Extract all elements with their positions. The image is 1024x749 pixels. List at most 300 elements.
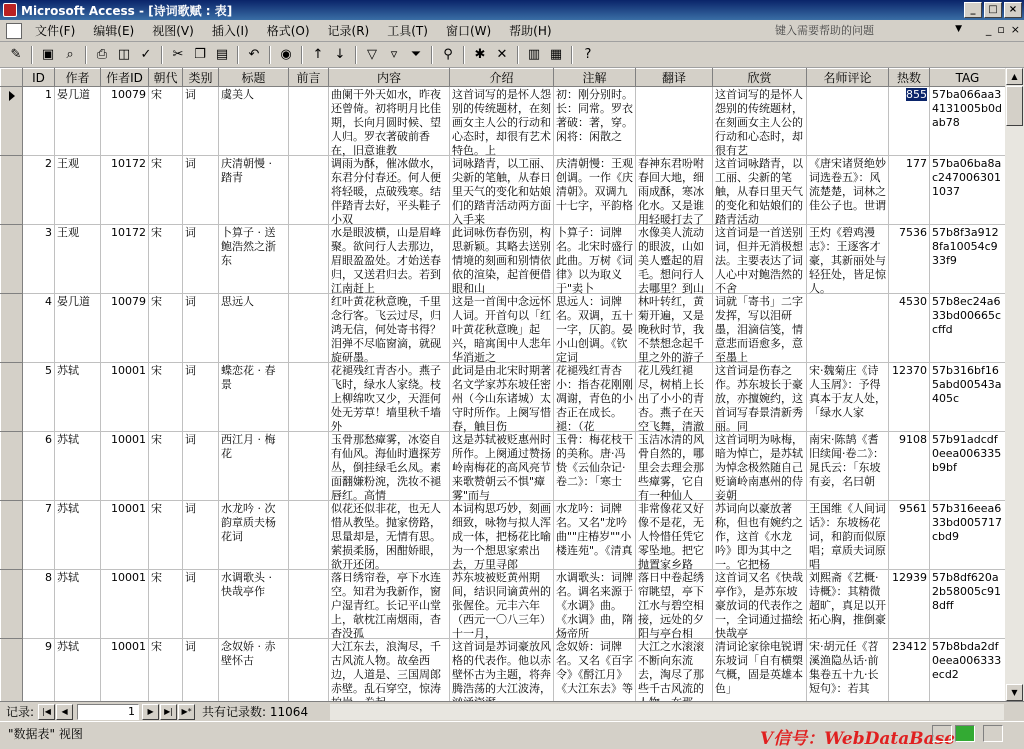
cell-appreciation-text: 清词论家徐电锐谓东坡词「自有横槊气概，固是英雄本色」 — [715, 640, 803, 695]
datasheet-grid — [0, 68, 1005, 701]
column-header[interactable]: 热数 — [889, 69, 930, 87]
column-header[interactable]: 欣赏 — [713, 69, 807, 87]
cell-notes[interactable] — [554, 294, 636, 363]
record-selector[interactable] — [1, 570, 23, 639]
cell-translation-text: 落日中卷起绣帘眺望，亭下江水与碧空相接，远处的夕阳与亭台相 — [638, 571, 704, 640]
table-icon[interactable] — [6, 23, 22, 39]
cell-translation-text — [638, 88, 710, 154]
column-header[interactable]: 作者ID — [101, 69, 149, 87]
paste-icon[interactable]: ▤ — [215, 47, 229, 62]
cell-content[interactable] — [329, 87, 450, 156]
cell-category[interactable] — [183, 363, 219, 432]
cell-intro[interactable] — [450, 294, 554, 363]
record-count: 共有记录数: 11064 — [202, 705, 309, 719]
cell-category[interactable] — [183, 432, 219, 501]
hyperlink-icon[interactable]: ◉ — [280, 47, 292, 62]
cell-tag[interactable] — [930, 501, 1006, 570]
cell-category[interactable] — [183, 225, 219, 294]
new-record-nav-button[interactable]: ▶* — [178, 704, 195, 720]
first-record-button[interactable]: |◀ — [38, 704, 55, 720]
cell-id-text: 9 — [45, 640, 52, 653]
cell-comment-text: 宋·胡元任《苕溪渔隐丛话·前集卷五十九·长短句》：若其 — [809, 640, 879, 695]
find-icon[interactable]: ⚲ — [443, 47, 453, 62]
record-selector[interactable] — [1, 87, 23, 156]
cell-notes[interactable] — [554, 363, 636, 432]
cell-hot[interactable] — [889, 156, 930, 225]
table-row[interactable] — [1, 225, 1006, 294]
column-header[interactable]: TAG — [930, 69, 1006, 87]
table-row[interactable] — [1, 363, 1006, 432]
cell-tag[interactable] — [930, 225, 1006, 294]
column-header[interactable]: 注解 — [554, 69, 636, 87]
cell-appreciation[interactable] — [713, 501, 807, 570]
filter-selection-icon[interactable]: ▽ — [367, 47, 377, 62]
table-row[interactable] — [1, 570, 1006, 639]
cell-preface[interactable] — [289, 570, 329, 639]
cell-translation[interactable] — [636, 363, 713, 432]
sort-desc-icon[interactable]: ↓ — [334, 47, 346, 62]
cell-id[interactable] — [23, 294, 55, 363]
record-selector[interactable] — [1, 156, 23, 225]
record-selector[interactable] — [1, 432, 23, 501]
current-record-input[interactable]: 1 — [77, 704, 139, 720]
cell-appreciation-text: 这首词是伤春之作。苏东坡长于豪放，亦擅婉约，这首词写春景清新秀丽。同 — [715, 364, 803, 433]
apply-filter-icon[interactable]: ⏷ — [410, 47, 422, 62]
table-row[interactable] — [1, 156, 1006, 225]
cell-intro-text: 此词咏伤春伤别，构思新颖。其略去送别情境的刻画和别情依依的渲染，起首便借眼和山 — [452, 226, 551, 295]
cell-author-id-text: 10001 — [111, 364, 146, 377]
current-record-pointer-icon — [9, 91, 15, 101]
cell-title-text: 思远人 — [221, 295, 254, 308]
cell-notes-text: 思远人：词牌名。双调，五十一字，仄韵。晏小山创调。《钦定词 — [556, 295, 633, 364]
cell-tag-text: 57b91adcdf0eea006335b9bf — [932, 433, 1002, 474]
cell-preface[interactable] — [289, 87, 329, 156]
cell-content[interactable] — [329, 294, 450, 363]
cell-category[interactable] — [183, 87, 219, 156]
cell-category-text: 词 — [185, 157, 196, 170]
last-record-button[interactable]: ▶| — [160, 704, 177, 720]
cell-notes[interactable] — [554, 156, 636, 225]
cell-appreciation[interactable] — [713, 87, 807, 156]
cell-preface-text — [291, 571, 326, 637]
next-record-button[interactable]: ▶ — [142, 704, 159, 720]
cell-notes[interactable] — [554, 501, 636, 570]
copy-icon[interactable]: ❐ — [194, 47, 206, 62]
cell-dynasty-text: 宋 — [151, 571, 162, 584]
scroll-up-button[interactable]: ▲ — [1006, 68, 1023, 85]
cell-dynasty-text: 宋 — [151, 157, 162, 170]
cell-title-text: 水龙吟 · 次韵章质夫杨花词 — [221, 502, 276, 543]
column-header[interactable]: ID — [23, 69, 55, 87]
table-row[interactable] — [1, 501, 1006, 570]
sort-asc-icon[interactable]: ↑ — [312, 47, 324, 62]
table-row[interactable] — [1, 87, 1006, 156]
vertical-scrollbar[interactable] — [1005, 68, 1024, 701]
cell-category-text: 词 — [185, 226, 196, 239]
cell-content[interactable] — [329, 570, 450, 639]
cell-translation-text: 水像美人流动的眼波，山如美人蹙起的眉毛。想问行人去哪里？到山 — [638, 226, 704, 295]
cell-category-text: 词 — [185, 640, 196, 653]
table-row[interactable] — [1, 639, 1006, 708]
cell-appreciation-text: 词就「寄书」二字发挥，写以泪研墨，泪滴信笺，情意悲而语愈多，意至墨上 — [715, 295, 803, 364]
cell-id[interactable] — [23, 570, 55, 639]
cell-appreciation-text: 这首词咏踏青，以工丽、尖新的笔触，从春日里天气的变化和姑娘们的踏青活动 — [715, 157, 803, 226]
cell-translation[interactable] — [636, 294, 713, 363]
cell-notes[interactable] — [554, 570, 636, 639]
cell-category[interactable] — [183, 570, 219, 639]
cell-dynasty[interactable] — [149, 639, 183, 708]
cell-author-id[interactable] — [101, 363, 149, 432]
cell-preface-text — [291, 295, 326, 361]
cell-tag[interactable] — [930, 432, 1006, 501]
cell-comment[interactable] — [807, 639, 889, 708]
cell-id-text: 5 — [45, 364, 52, 377]
cell-content[interactable] — [329, 432, 450, 501]
cell-author-id-text: 10001 — [111, 502, 146, 515]
cell-tag[interactable] — [930, 363, 1006, 432]
cell-dynasty[interactable] — [149, 501, 183, 570]
toolbar-separator — [355, 46, 357, 64]
cell-tag-text: 57b8ec24a633bd00665ccffd — [932, 295, 1002, 336]
cell-author-id[interactable] — [101, 225, 149, 294]
cell-intro-text: 这首词是苏词豪放风格的代表作。他以赤壁怀古为主题，将奔腾浩荡的大江波涛， — [452, 640, 551, 695]
toolbar-separator — [517, 46, 519, 64]
cell-comment[interactable] — [807, 225, 889, 294]
menu-help[interactable]: 帮助(H) — [509, 24, 552, 38]
cell-dynasty[interactable] — [149, 156, 183, 225]
cell-hot-text: 4530 — [899, 295, 927, 308]
cell-preface[interactable] — [289, 639, 329, 708]
cell-notes-text: 玉骨：梅花枝干的美称。唐·冯贽《云仙杂记·卷二》：「寒士 — [556, 433, 633, 488]
cell-hot[interactable] — [889, 87, 930, 156]
menu-edit[interactable]: 编辑(E) — [93, 24, 135, 38]
cell-content[interactable] — [329, 363, 450, 432]
cell-author[interactable] — [55, 294, 101, 363]
cell-dynasty[interactable] — [149, 432, 183, 501]
cell-category-text: 词 — [185, 295, 196, 308]
cell-comment[interactable] — [807, 501, 889, 570]
cell-content-text: 落日绣帘卷，亭下水连空。知君为我新作，窗户湿青红。长记平山堂上，欹枕江南烟雨，杳杳没孤 — [331, 571, 441, 640]
cell-author[interactable] — [55, 501, 101, 570]
cell-intro-text: 苏东坡被贬黄州期间，结识同谪黄州的张偓佺。元丰六年（西元一〇八三年）十一月， — [452, 571, 551, 640]
cell-translation[interactable] — [636, 501, 713, 570]
cell-translation[interactable] — [636, 156, 713, 225]
cell-translation[interactable] — [636, 225, 713, 294]
cell-id[interactable] — [23, 225, 55, 294]
column-header[interactable]: 类别 — [183, 69, 219, 87]
cell-hot[interactable] — [889, 363, 930, 432]
cell-id-text: 7 — [45, 502, 52, 515]
record-selector[interactable] — [1, 639, 23, 708]
cell-id[interactable] — [23, 87, 55, 156]
table-row[interactable] — [1, 294, 1006, 363]
cell-author[interactable] — [55, 363, 101, 432]
cell-content[interactable] — [329, 156, 450, 225]
cell-dynasty[interactable] — [149, 87, 183, 156]
cell-appreciation[interactable] — [713, 363, 807, 432]
cell-category[interactable] — [183, 156, 219, 225]
cell-notes[interactable] — [554, 432, 636, 501]
cell-author[interactable] — [55, 570, 101, 639]
scroll-thumb[interactable] — [1006, 86, 1023, 126]
cell-id[interactable] — [23, 363, 55, 432]
menu-records[interactable]: 记录(R) — [327, 24, 370, 38]
view-icon[interactable]: ✎ — [10, 47, 22, 62]
cell-title[interactable] — [219, 570, 289, 639]
cell-dynasty[interactable] — [149, 570, 183, 639]
cell-translation[interactable] — [636, 432, 713, 501]
cell-author[interactable] — [55, 639, 101, 708]
table-row[interactable] — [1, 432, 1006, 501]
cell-intro[interactable] — [450, 639, 554, 708]
record-selector[interactable] — [1, 501, 23, 570]
filter-form-icon[interactable]: ▿ — [390, 47, 398, 62]
cell-author-id[interactable] — [101, 87, 149, 156]
cell-title[interactable] — [219, 156, 289, 225]
cell-comment[interactable] — [807, 570, 889, 639]
column-header[interactable]: 作者 — [55, 69, 101, 87]
cell-content[interactable] — [329, 639, 450, 708]
close-button[interactable]: × — [1004, 2, 1022, 18]
cell-preface[interactable] — [289, 363, 329, 432]
cell-author-text: 苏轼 — [57, 571, 79, 584]
column-header[interactable]: 介绍 — [450, 69, 554, 87]
help-icon[interactable]: ? — [584, 47, 592, 62]
cell-author-id[interactable] — [101, 639, 149, 708]
toolbar-separator — [237, 46, 239, 64]
cell-title[interactable] — [219, 432, 289, 501]
cell-comment-text: 《唐宋诸贤绝妙词选卷五》：风流楚楚，词林之佳公子也。世谓 — [809, 157, 886, 212]
cell-tag-text: 57b8bda2df0eea006333ecd2 — [932, 640, 1002, 681]
cell-author-text: 晏几道 — [57, 295, 90, 308]
column-header[interactable]: 翻译 — [636, 69, 713, 87]
cell-intro[interactable] — [450, 570, 554, 639]
cell-id[interactable] — [23, 432, 55, 501]
cell-dynasty-text: 宋 — [151, 88, 162, 101]
cell-author-id[interactable] — [101, 501, 149, 570]
cell-translation[interactable] — [636, 639, 713, 708]
cell-notes-text: 念奴娇：词牌名。又名《百字令》《酹江月》《大江东去》等 — [556, 640, 633, 695]
column-header[interactable]: 朝代 — [149, 69, 183, 87]
cell-hot[interactable] — [889, 501, 930, 570]
cell-author-id[interactable] — [101, 570, 149, 639]
cell-author-text: 苏轼 — [57, 502, 79, 515]
cell-hot-text: 23412 — [892, 640, 927, 653]
cell-author-text: 苏轼 — [57, 364, 79, 377]
maximize-button[interactable]: □ — [984, 2, 1002, 18]
database-window-icon[interactable]: ▥ — [527, 47, 541, 62]
cell-intro[interactable] — [450, 363, 554, 432]
cell-dynasty-text: 宋 — [151, 364, 162, 377]
cell-id[interactable] — [23, 639, 55, 708]
cell-author-text: 王观 — [57, 157, 79, 170]
cell-appreciation-text: 这首词是一首送别词，但并无消极想法。主要表达了词人心中对鲍浩然的不舍 — [715, 226, 803, 295]
cell-title[interactable] — [219, 363, 289, 432]
scroll-down-button[interactable]: ▼ — [1006, 684, 1023, 701]
cell-appreciation[interactable] — [713, 294, 807, 363]
cell-category[interactable] — [183, 294, 219, 363]
delete-record-icon[interactable]: ✕ — [496, 47, 508, 62]
cell-preface-text — [291, 502, 326, 568]
cell-notes[interactable] — [554, 87, 636, 156]
print-icon[interactable]: ⎙ — [96, 47, 108, 62]
cell-appreciation[interactable] — [713, 570, 807, 639]
cell-category-text: 词 — [185, 433, 196, 446]
cell-author-id[interactable] — [101, 432, 149, 501]
cell-title[interactable] — [219, 501, 289, 570]
cell-author-id[interactable] — [101, 294, 149, 363]
undo-icon[interactable]: ↶ — [248, 47, 260, 62]
cell-content[interactable] — [329, 225, 450, 294]
cell-preface[interactable] — [289, 501, 329, 570]
cell-preface[interactable] — [289, 225, 329, 294]
cell-intro[interactable] — [450, 432, 554, 501]
record-selector[interactable] — [1, 225, 23, 294]
minimize-button[interactable]: _ — [964, 2, 982, 18]
cell-appreciation[interactable] — [713, 432, 807, 501]
menu-format[interactable]: 格式(O) — [266, 24, 310, 38]
cell-preface[interactable] — [289, 294, 329, 363]
cell-hot-text — [891, 88, 927, 154]
cell-content-text: 水是眼波横，山是眉峰聚。欲问行人去那边，眉眼盈盈处。才始送春归，又送君归去。若到江南赶上 — [331, 226, 441, 295]
doc-minimize-button[interactable]: _ — [985, 23, 992, 36]
cell-category[interactable] — [183, 639, 219, 708]
cell-author[interactable] — [55, 87, 101, 156]
cell-hot[interactable] — [889, 294, 930, 363]
record-selector[interactable] — [1, 363, 23, 432]
cell-hot-text: 177 — [906, 157, 927, 170]
cell-translation[interactable] — [636, 570, 713, 639]
cut-icon[interactable]: ✂ — [172, 47, 184, 62]
cell-comment-text — [809, 88, 886, 154]
cell-author[interactable] — [55, 225, 101, 294]
spelling-icon[interactable]: ✓ — [140, 47, 152, 62]
doc-close-button[interactable]: × — [1010, 23, 1020, 36]
menu-insert[interactable]: 插入(I) — [211, 24, 249, 38]
cell-hot[interactable] — [889, 432, 930, 501]
cell-hot-text: 7536 — [899, 226, 927, 239]
cell-intro[interactable] — [450, 225, 554, 294]
status-help-icon[interactable] — [983, 725, 1003, 742]
cell-title[interactable] — [219, 294, 289, 363]
cell-intro[interactable] — [450, 501, 554, 570]
cell-comment[interactable] — [807, 432, 889, 501]
menu-window[interactable]: 窗口(W) — [445, 24, 492, 38]
access-app-icon — [3, 3, 17, 17]
cell-author-id-text: 10172 — [111, 226, 146, 239]
save-icon[interactable]: ▣ — [41, 47, 55, 62]
cell-id[interactable] — [23, 501, 55, 570]
toolbar-separator — [431, 46, 433, 64]
help-question-input[interactable]: 键入需要帮助的问题 — [771, 22, 946, 39]
cell-appreciation[interactable] — [713, 639, 807, 708]
cell-comment[interactable] — [807, 294, 889, 363]
cell-intro[interactable] — [450, 87, 554, 156]
column-header[interactable]: 前言 — [289, 69, 329, 87]
search-icon[interactable]: ⌕ — [66, 47, 74, 62]
cell-notes-text: 水龙吟：词牌名。又名"龙吟曲""庄椿岁""小楼连苑"。《清真 — [556, 502, 633, 557]
select-all-corner[interactable] — [1, 69, 23, 87]
cell-notes[interactable] — [554, 225, 636, 294]
cell-dynasty[interactable] — [149, 225, 183, 294]
cell-tag[interactable] — [930, 156, 1006, 225]
cell-content[interactable] — [329, 501, 450, 570]
doc-restore-button[interactable]: ▫ — [997, 23, 1005, 36]
cell-tag[interactable] — [930, 87, 1006, 156]
cell-author-id-text: 10001 — [111, 433, 146, 446]
cell-hot-text: 9108 — [899, 433, 927, 446]
cell-tag[interactable] — [930, 639, 1006, 708]
cell-hot-text: 12939 — [892, 571, 927, 584]
previous-record-button[interactable]: ◀ — [56, 704, 73, 720]
cell-translation[interactable] — [636, 87, 713, 156]
print-preview-icon[interactable]: ◫ — [117, 47, 131, 62]
cell-hot[interactable] — [889, 639, 930, 708]
column-header[interactable]: 名师评论 — [807, 69, 889, 87]
menu-tools[interactable]: 工具(T) — [387, 24, 428, 38]
column-header[interactable]: 标题 — [219, 69, 289, 87]
cell-author-text: 晏几道 — [57, 88, 90, 101]
cell-category-text: 词 — [185, 502, 196, 515]
horizontal-scrollbar[interactable] — [330, 704, 1004, 720]
cell-title[interactable] — [219, 639, 289, 708]
status-indicator — [955, 725, 975, 742]
cell-category[interactable] — [183, 501, 219, 570]
cell-tag[interactable] — [930, 570, 1006, 639]
cell-hot[interactable] — [889, 225, 930, 294]
cell-translation-text: 非常像花又好像不是花，无人怜惜任凭它零坠地。把它抛置家乡路 — [638, 502, 704, 571]
cell-preface-text — [291, 88, 326, 154]
cell-dynasty[interactable] — [149, 294, 183, 363]
cell-appreciation[interactable] — [713, 156, 807, 225]
cell-comment[interactable] — [807, 87, 889, 156]
cell-hot[interactable] — [889, 570, 930, 639]
cell-author[interactable] — [55, 432, 101, 501]
cell-content-text: 花褪残红青杏小。燕子飞时，绿水人家绕。枝上柳绵吹又少，天涯何处无芳草！墙里秋千墙外 — [331, 364, 441, 433]
cell-title-text: 庆清朝慢 · 踏青 — [221, 157, 272, 184]
new-object-icon[interactable]: ▦ — [549, 47, 563, 62]
cell-id-text: 4 — [45, 295, 52, 308]
column-header[interactable]: 内容 — [329, 69, 450, 87]
toolbar-separator — [269, 46, 271, 64]
menu-view[interactable]: 视图(V) — [152, 24, 194, 38]
cell-title[interactable] — [219, 87, 289, 156]
cell-preface[interactable] — [289, 432, 329, 501]
cell-author-id-text: 10172 — [111, 157, 146, 170]
record-selector[interactable] — [1, 294, 23, 363]
toolbar-separator — [31, 46, 33, 64]
cell-comment[interactable] — [807, 156, 889, 225]
cell-dynasty[interactable] — [149, 363, 183, 432]
cell-author-id[interactable] — [101, 156, 149, 225]
cell-id[interactable] — [23, 156, 55, 225]
cell-intro[interactable] — [450, 156, 554, 225]
cell-preface[interactable] — [289, 156, 329, 225]
menu-file[interactable]: 文件(F) — [35, 24, 76, 38]
cell-comment[interactable] — [807, 363, 889, 432]
cell-author[interactable] — [55, 156, 101, 225]
new-record-icon[interactable]: ✱ — [474, 47, 486, 62]
cell-appreciation[interactable] — [713, 225, 807, 294]
cell-tag[interactable] — [930, 294, 1006, 363]
cell-title-text: 卜算子 · 送鲍浩然之浙东 — [221, 226, 276, 267]
cell-notes[interactable] — [554, 639, 636, 708]
cell-category-text: 词 — [185, 571, 196, 584]
cell-title-text: 念奴娇 · 赤壁怀古 — [221, 640, 276, 667]
record-navigation-bar — [0, 701, 1024, 721]
cell-title[interactable] — [219, 225, 289, 294]
help-dropdown-icon[interactable]: ▼ — [955, 24, 962, 34]
